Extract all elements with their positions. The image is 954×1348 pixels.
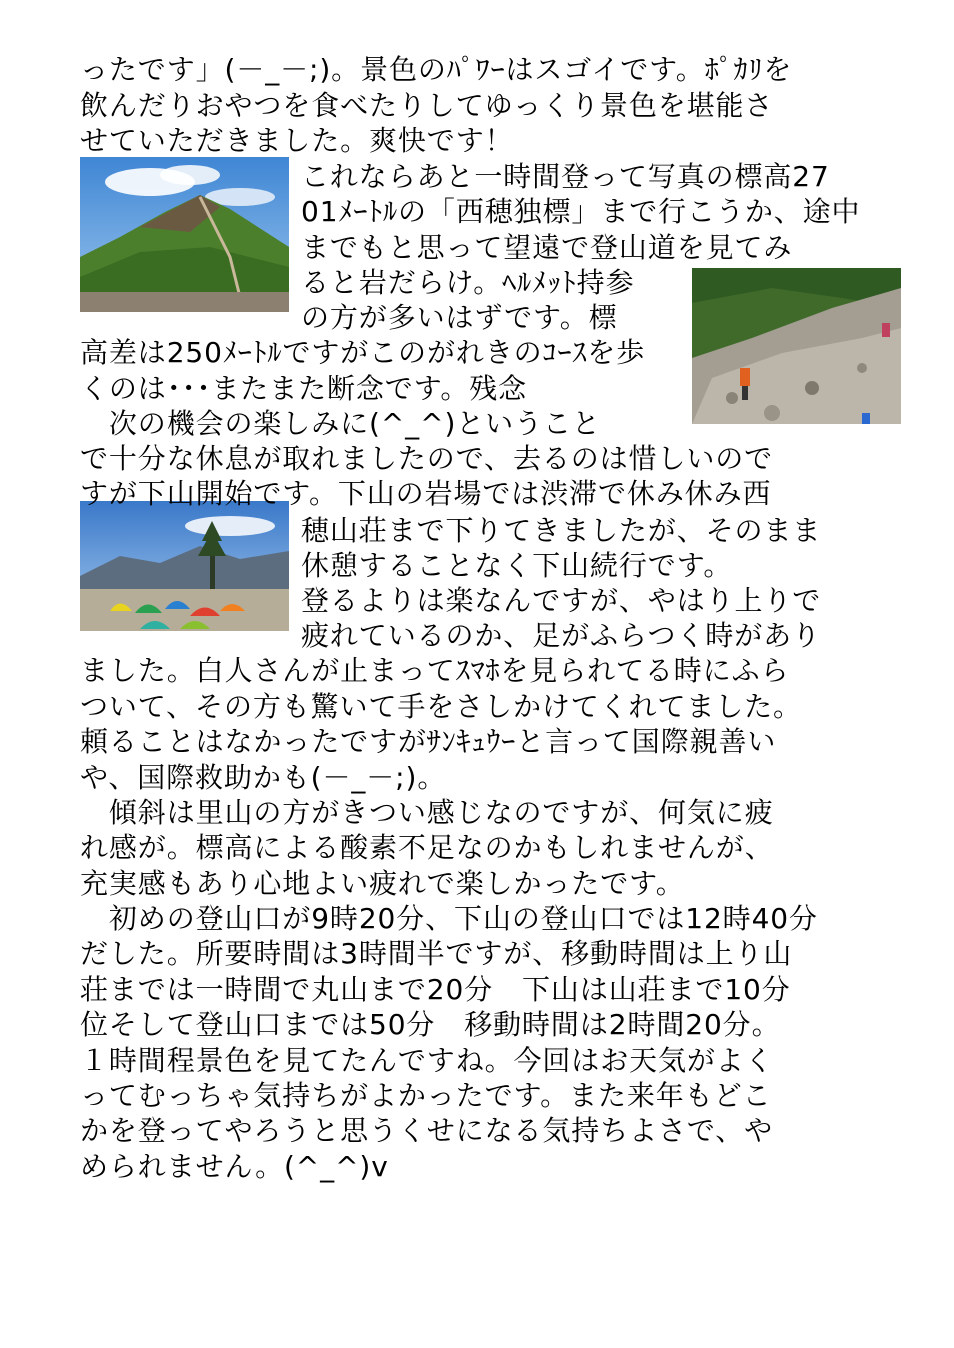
text-line: 飲んだりおやつを食べたりしてゆっくり景色を堪能さ — [80, 89, 774, 122]
text-line: すが下山開始です。下山の岩場では渋滞で休み休み西 — [80, 477, 772, 510]
text-line: 次の機会の楽しみに(^_^)ということ — [80, 407, 601, 440]
text-line: これならあと一時間登って写真の標高27 — [301, 160, 830, 193]
text-line: 高差は250ﾒｰﾄﾙですがこのがれきのｺｰｽを歩 — [80, 336, 646, 369]
text-line: や、国際救助かも(－_－;)。 — [80, 761, 447, 794]
text-line: で十分な休息が取れましたので、去るのは惜しいので — [80, 442, 774, 475]
text-line: 位そして登山口までは50分 移動時間は2時間20分。 — [80, 1008, 781, 1041]
text-line: かを登ってやろうと思うくせになる気持ちよさで、や — [80, 1114, 774, 1147]
text-line: れ感が。標高による酸素不足なのかもしれませんが、 — [80, 831, 774, 864]
text-line: 充実感もあり心地よい疲れで楽しかったです。 — [80, 867, 685, 900]
text-line: 01ﾒｰﾄﾙの「西穂独標」まで行こうか、途中 — [301, 195, 861, 228]
text-line: くのは･･･またまた断念です。残念 — [80, 372, 528, 405]
text-line: 傾斜は里山の方がきつい感じなのですが、何気に疲 — [80, 796, 774, 829]
text-line: までもと思って望遠で登山道を見てみ — [301, 231, 793, 264]
text-line: 疲れているのか、足がふらつく時があり — [301, 619, 821, 652]
text-line: ったです」(－_－;)。景色のﾊﾟﾜｰはスゴイです。ﾎﾟｶﾘを — [80, 53, 793, 86]
text-line: められません。(^_^)v — [80, 1150, 389, 1183]
text-line: ました。白人さんが止まってｽﾏﾎを見られてる時にふら — [80, 654, 790, 687]
text-line: １時間程景色を見てたんですね。今回はお天気がよく — [80, 1044, 774, 1077]
text-line: だした。所要時間は3時間半ですが、移動時間は上り山 — [80, 937, 793, 970]
text-line: 荘までは一時間で丸山まで20分 下山は山荘まで10分 — [80, 973, 791, 1006]
campsite-tents-photo — [80, 501, 289, 631]
text-line: ついて、その方も驚いて手をさしかけてくれてました。 — [80, 690, 802, 723]
text-line: 頼ることはなかったですがｻﾝｷｭｳｰと言って国際親善い — [80, 725, 777, 758]
text-line: 休憩することなく下山続行です。 — [301, 549, 733, 582]
text-line: 登るよりは楽なんですが、やはり上りで — [301, 584, 822, 617]
text-line: ると岩だらけ。ﾍﾙﾒｯﾄ持参 — [301, 266, 635, 299]
text-line: の方が多いはずです。標 — [301, 301, 618, 334]
text-line: 初めの登山口が9時20分、下山の登山口では12時40分 — [80, 902, 818, 935]
text-line: 穂山荘まで下りてきましたが、そのまま — [301, 514, 822, 547]
text-line: せていただきました。爽快です！ — [80, 124, 514, 157]
mountain-ridge-photo — [80, 157, 289, 312]
text-line: ってむっちゃ気持ちがよかったです。また来年もどこ — [80, 1079, 772, 1112]
rocky-trail-climbers-photo — [692, 268, 901, 424]
